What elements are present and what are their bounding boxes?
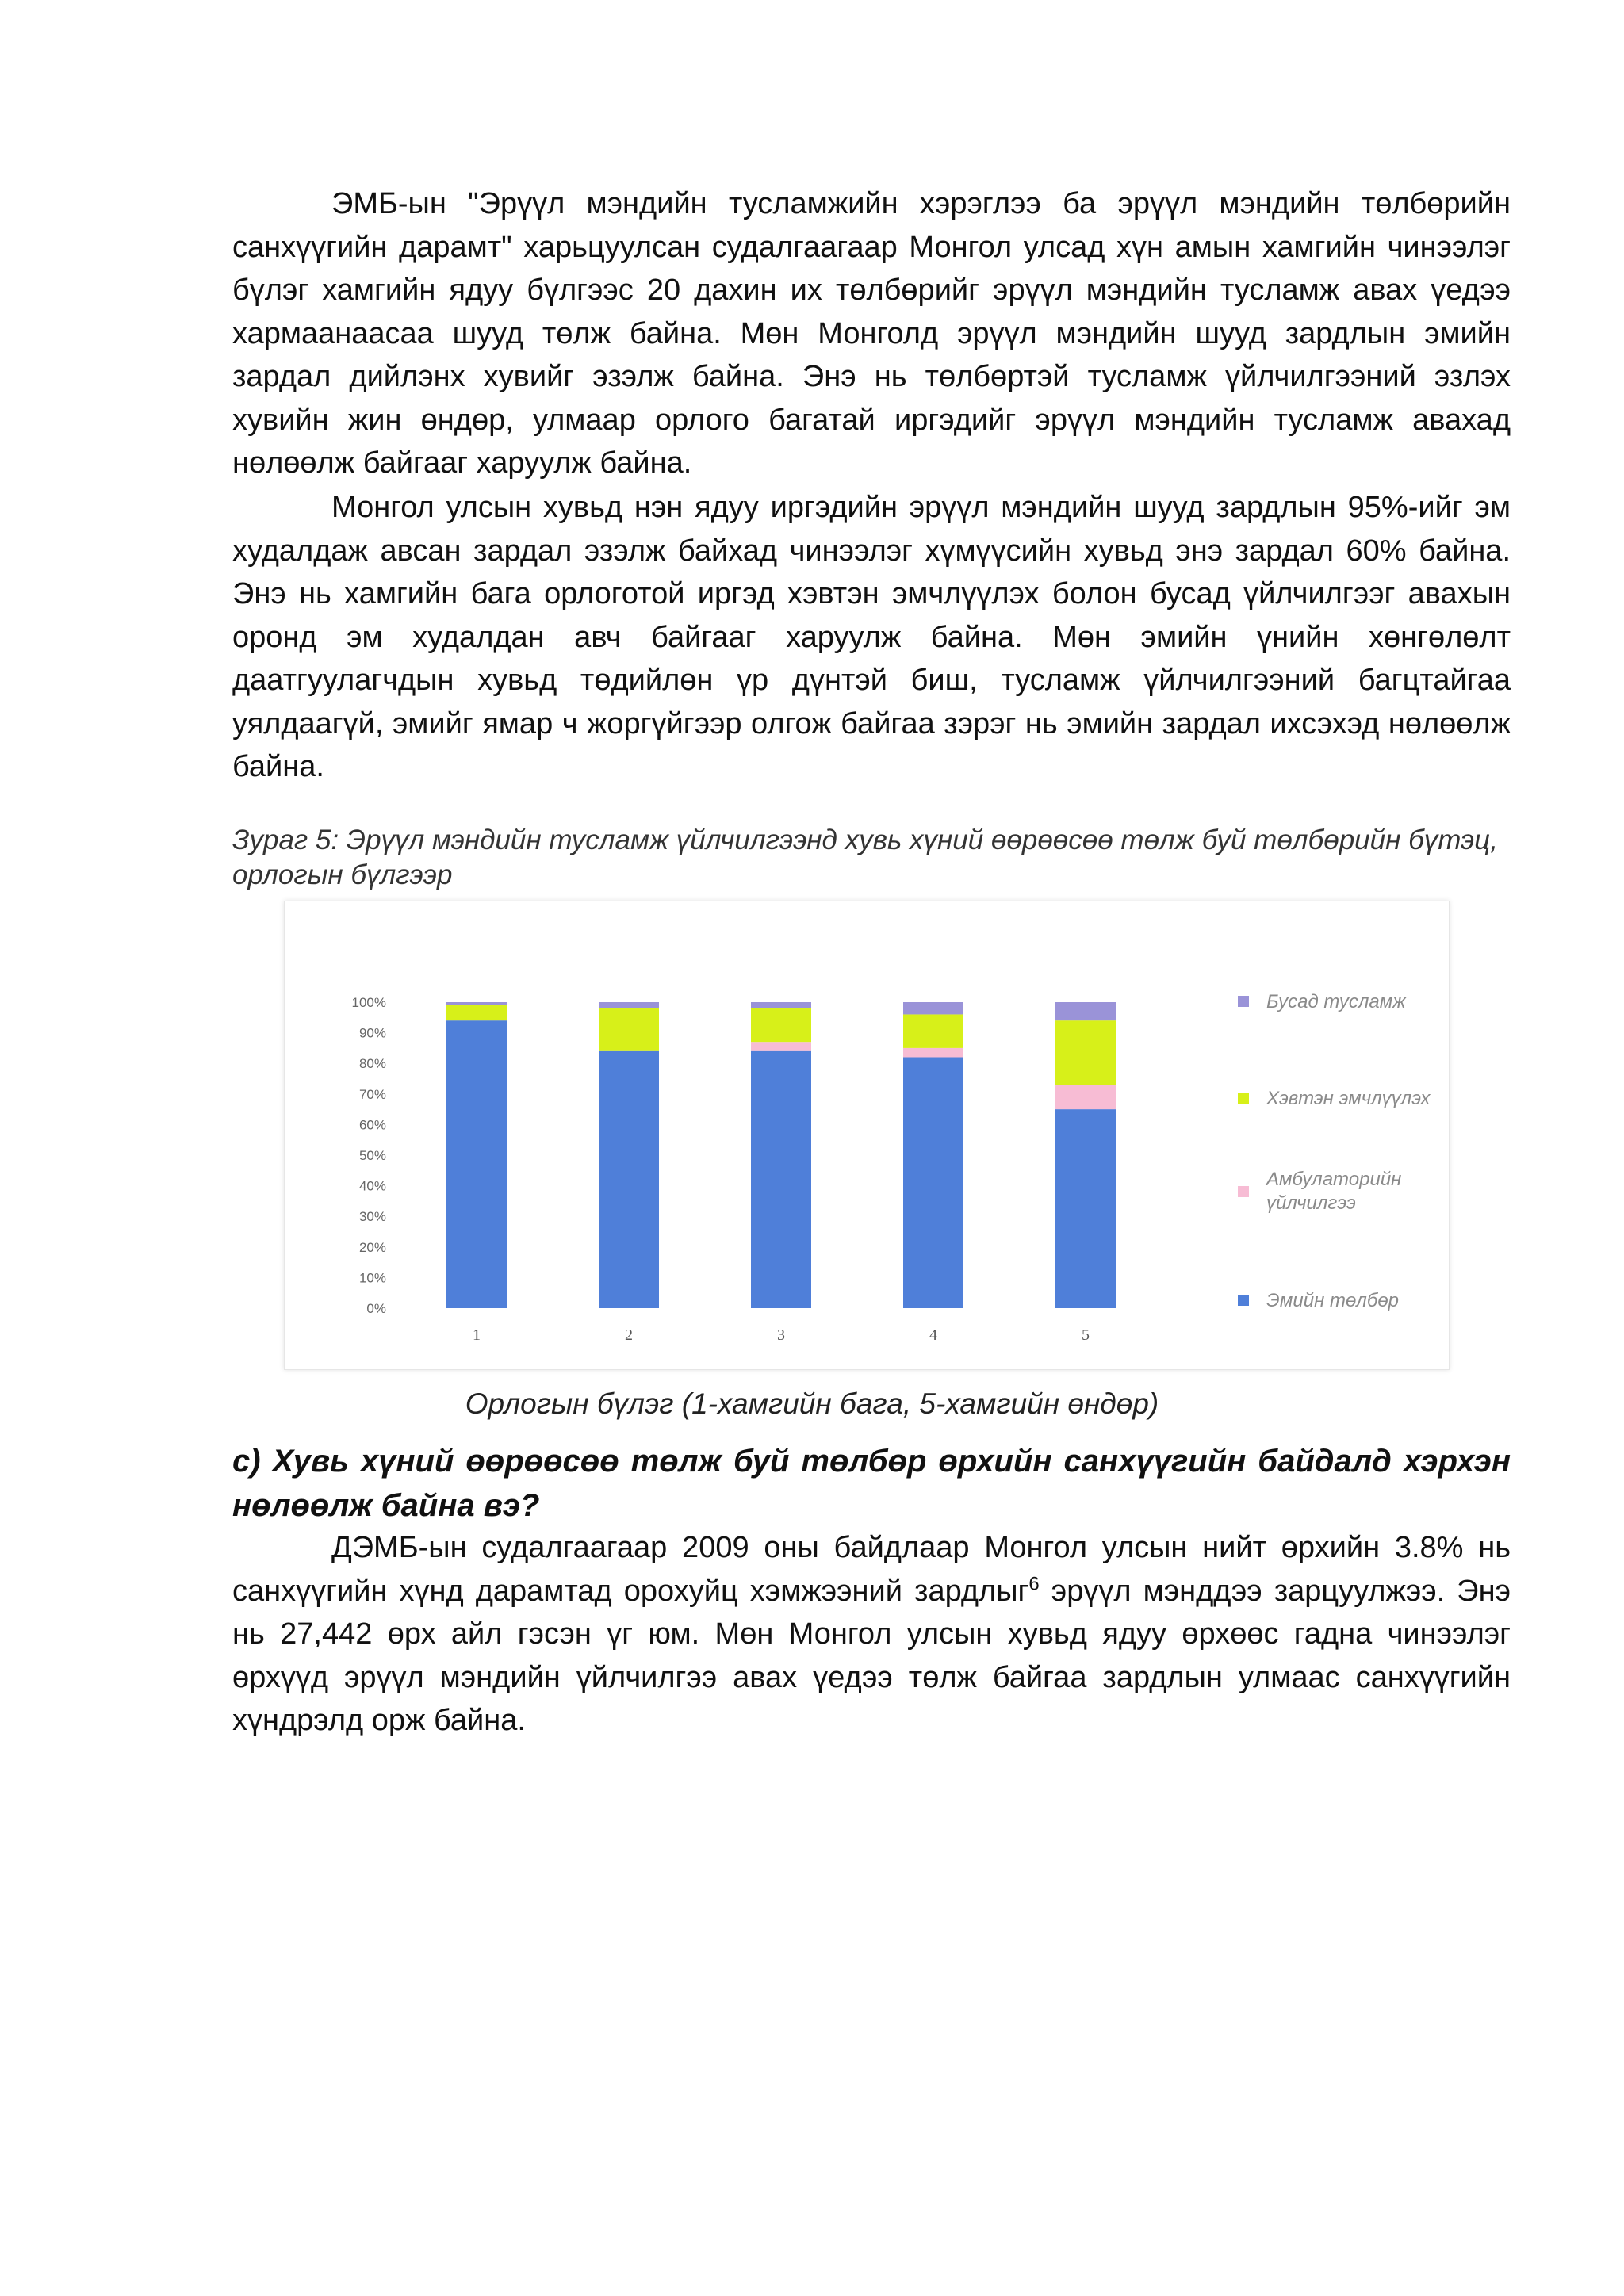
figure-caption: Зураг 5: Эрүүл мэндийн тусламж үйлчилгээнд хувь хүний өөрөөсөө төлж буй төлбөрийн бүтэц, орлогын бүлгээр [232, 825, 1498, 890]
x-category-label: 4 [929, 1326, 937, 1344]
bar-segment [1055, 1109, 1116, 1308]
paragraph-3 [232, 1526, 1511, 1743]
bar-segment [903, 1014, 963, 1047]
x-category-label: 2 [625, 1326, 633, 1344]
chart-canvas [285, 901, 1449, 1369]
legend-swatch [1238, 996, 1249, 1007]
legend-swatch [1238, 1093, 1249, 1104]
bar-segment [751, 1008, 811, 1042]
bar-segment [599, 1051, 659, 1308]
bar-segment [903, 1048, 963, 1058]
paragraph-3-text-a: ДЭМБ-ын судалгаагаар 2009 оны байдлаар Монгол улсын нийт өрхийн 3.8% нь санхүүгийн хүнд дарамтад орохуйц хэмжээний зардлыг [232, 1531, 1511, 1608]
bar-segment [751, 1051, 811, 1308]
legend-label: Хэвтэн эмчлүүлэх [1266, 1088, 1431, 1109]
y-tick-label: 0% [366, 1301, 386, 1316]
legend-label: Эмийн төлбөр [1266, 1290, 1400, 1311]
paragraph-3-text-b: эрүүл мэнддээ зарцуулжээ. Энэ нь 27,442 өрх айл гэсэн үг юм. Мөн Монгол улсын хувьд ядуу өрхөөс гадна чинээлэг өрхүүд эрүүл мэндийн үйлчилгээ авах үедээ төлж байгаа зардлын улмаас санхүүгийн хүндрэлд орж байна. [232, 1574, 1511, 1737]
y-tick-label: 80% [358, 1056, 386, 1072]
legend-swatch [1238, 1295, 1249, 1306]
bar-segment [599, 1008, 659, 1051]
y-tick-label: 50% [358, 1148, 386, 1163]
bar-segment [446, 1002, 507, 1005]
paragraph-2: Монгол улсын хувьд нэн ядуу иргэдийн эрүүл мэндийн шууд зардлын 95%-ийг эм худалдаж авсан зардал эзэлж байхад чинээлэг хүмүүсийн хувьд энэ зардал 60% байна. Энэ нь хамгийн бага орлоготой иргэд хэвтэн эмчлүүлэх болон бусад үйлчилгээг авахын оронд эм худалдан авч байгааг харуулж байна. Мөн эмийн үнийн хөнгөлөлт даатгуулагчдын хувьд төдийлөн үр дүнтэй биш, тусламж үйлчилгээний багцтайгаа уялдаагүй, эмийг ямар ч жоргүйгээр олгож байгаа зэрэг нь эмийн зардал ихсэхэд нөлөөлж байна. [232, 491, 1511, 783]
bar-segment [751, 1002, 811, 1008]
y-tick-label: 20% [358, 1239, 386, 1255]
paragraph-1: ЭМБ-ын "Эрүүл мэндийн тусламжийн хэрэглээ ба эрүүл мэндийн төлбөрийн санхүүгийн дарамт" харьцуулсан судалгаагаар Монгол улсад хүн амын хамгийн чинээлэг бүлэг хамгийн ядуу бүлгээс 20 дахин их төлбөрийг эрүүл мэндийн тусламж авах үедээ хармаанаасаа шууд төлж байна. Мөн Монголд эрүүл мэндийн шууд зардлын эмийн зардал дийлэнх хувийг эзэлж байна. Энэ нь төлбөртэй тусламж үйлчилгээний эзлэх хувийн жин өндөр, улмаар орлого багатай иргэдийг эрүүл мэндийн тусламж авахад нөлөөлж байгааг харуулж байна. [232, 187, 1511, 480]
bar-segment [599, 1002, 659, 1008]
y-tick-label: 60% [358, 1117, 386, 1133]
y-tick-label: 70% [358, 1086, 386, 1102]
y-tick-label: 90% [358, 1025, 386, 1041]
x-category-label: 1 [473, 1326, 481, 1344]
y-tick-label: 40% [358, 1178, 386, 1194]
y-tick-label: 100% [351, 995, 386, 1010]
bar-segment [903, 1002, 963, 1014]
chart-x-caption: Орлогын бүлэг (1-хамгийн бага, 5-хамгийн өндөр) [465, 1387, 1159, 1420]
legend-label: Бусад тусламж [1266, 991, 1406, 1012]
legend-swatch [1238, 1186, 1249, 1197]
bar-segment [751, 1042, 811, 1051]
bar-segment [446, 1005, 507, 1020]
bar-segment [903, 1057, 963, 1308]
section-heading-c: c) Хувь хүний өөрөөсөө төлж буй төлбөр өрхийн санхүүгийн байдалд хэрхэн нөлөөлж байна вэ? [232, 1444, 1511, 1523]
payment-structure-chart [284, 901, 1450, 1370]
bar-segment [1055, 1020, 1116, 1085]
x-category-label: 5 [1082, 1326, 1090, 1344]
footnote-ref-6[interactable]: 6 [1028, 1572, 1040, 1594]
y-tick-label: 30% [358, 1209, 386, 1225]
legend-label-line2: үйлчилгээ [1266, 1192, 1356, 1214]
bar-segment [1055, 1085, 1116, 1109]
y-tick-label: 10% [358, 1270, 386, 1286]
bar-segment [1055, 1002, 1116, 1020]
legend-label: Амбулаторийн [1266, 1169, 1402, 1190]
x-category-label: 3 [777, 1326, 785, 1344]
bar-segment [446, 1020, 507, 1308]
